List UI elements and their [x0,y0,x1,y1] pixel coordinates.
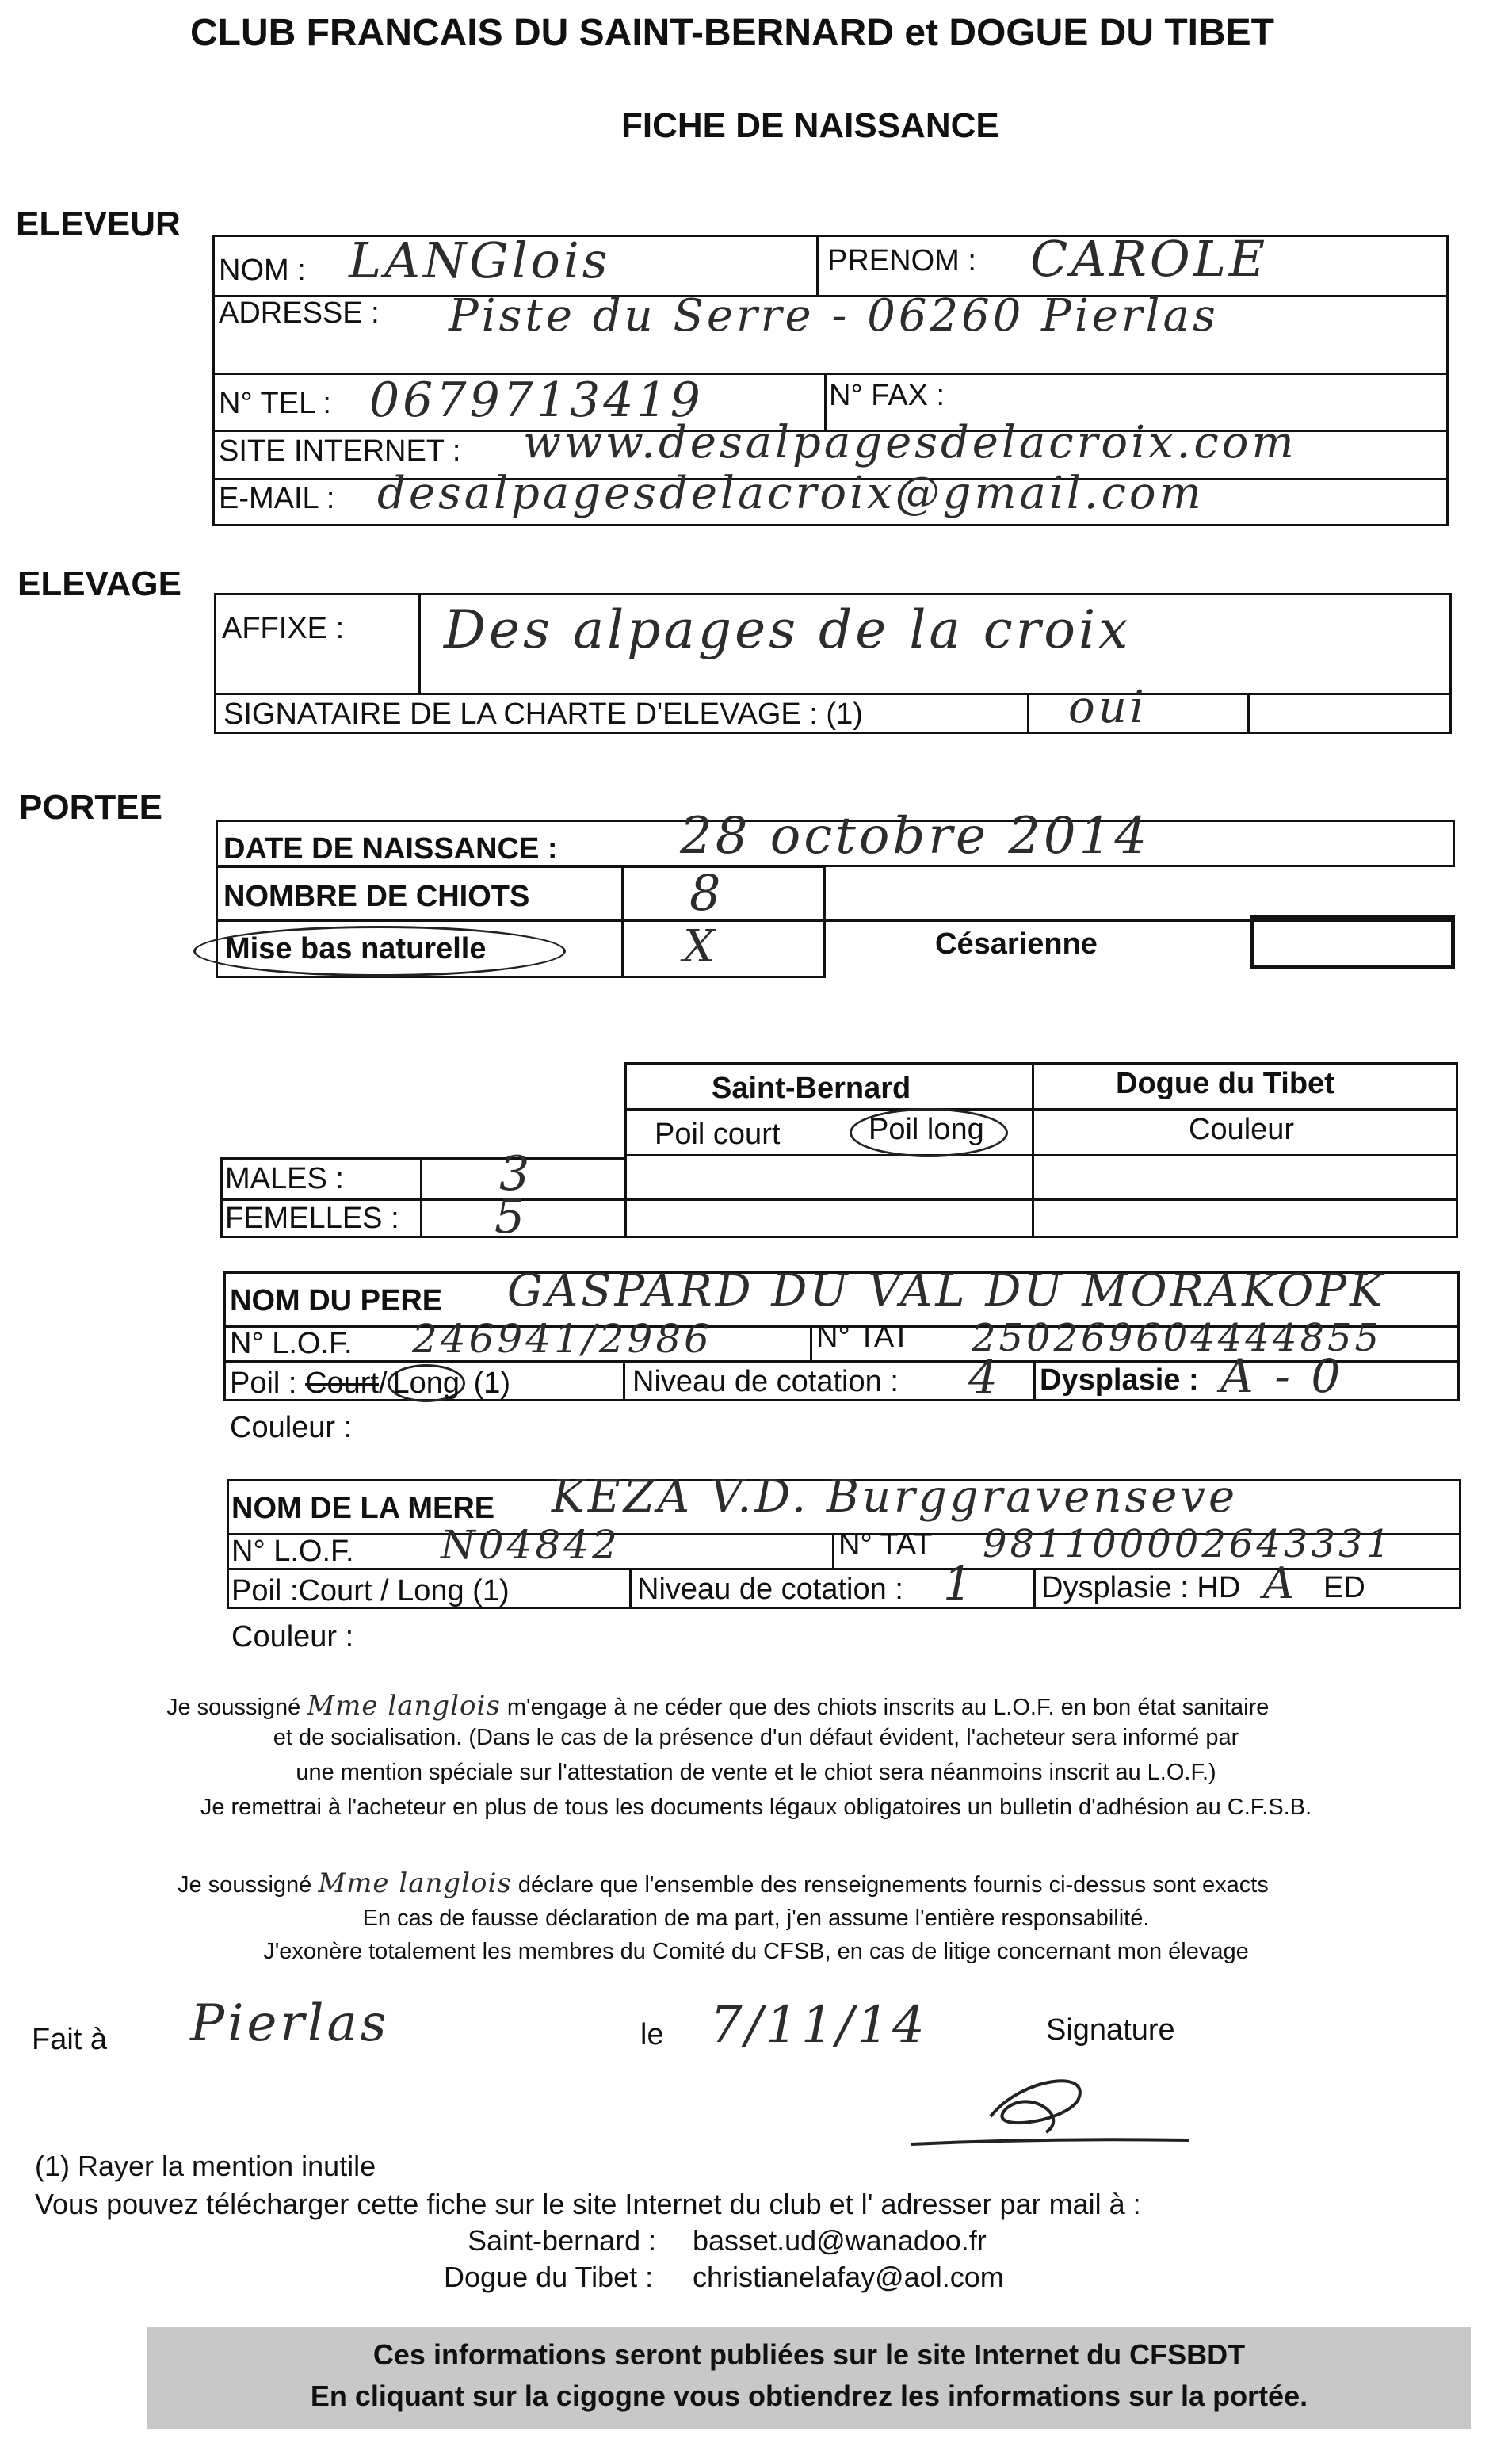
email-label: E-MAIL : [219,482,335,515]
dt-contact-label: Dogue du Tibet : [444,2261,654,2293]
mere-dysplasie-ed: ED [1323,1571,1365,1604]
charte-label: SIGNATAIRE DE LA CHARTE D'ELEVAGE : (1) [223,698,863,731]
nom-label: NOM : [219,254,306,287]
pere-poil-label [230,1367,510,1401]
pere-poil-sep: / [378,1367,388,1400]
mere-couleur-label: Couleur : [231,1620,354,1653]
pere-dysplasie-label: Dysplasie : [1040,1363,1199,1397]
pere-poil-note: (1) [473,1367,511,1400]
mere-poil-label: Poil :Court / Long (1) [231,1574,510,1608]
engagement-line-1-b: m'engage à ne céder que des chiots inscrits au L.O.F. en bon état sanitaire [506,1695,1270,1720]
pere-lof-label: N° L.O.F. [230,1327,353,1360]
mere-dysplasie-value: A [1263,1558,1297,1608]
femelles-label: FEMELLES : [225,1202,399,1235]
email-value: desalpagesdelacroix@gmail.com [377,468,1205,519]
pere-nom-value: GASPARD DU VAL DU MORAKOPK [507,1265,1386,1317]
poil-court-header: Poil court [655,1118,781,1151]
info-banner [147,2327,1471,2429]
pere-tat-label: N° TAT [816,1321,911,1354]
club-title: CLUB FRANCAIS DU SAINT-BERNARD et DOGUE DU TIBET [190,12,1274,54]
pere-lof-value: 246941/2986 [412,1316,712,1362]
mere-dysplasie-label: Dysplasie : HD [1041,1571,1241,1604]
engagement-line-3: une mention spéciale sur l'attestation de vente et le chiot sera néanmoins inscrit au L.O.F.) [296,1760,1216,1785]
affixe-label: AFFIXE : [222,612,345,645]
section-elevage: ELEVAGE [17,564,182,603]
pere-dysplasie-value: A - 0 [1220,1349,1344,1403]
site-value: www.desalpagesdelacroix.com [523,417,1297,468]
charte-value: oui [1068,682,1147,733]
males-label: MALES : [225,1162,344,1195]
pere-cotation-label: Niveau de cotation : [632,1365,899,1398]
tel-label: N° TEL : [219,387,331,420]
date-label: DATE DE NAISSANCE : [223,832,558,866]
section-portee: PORTEE [19,788,162,827]
engagement-line-5-name: Mme langlois [318,1867,512,1899]
femelles-value: 5 [494,1189,529,1244]
mise-bas-label: Mise bas naturelle [225,932,487,965]
prenom-label: PRENOM : [827,244,976,277]
engagement-line-4: Je remettrai à l'acheteur en plus de tous les documents légaux obligatoires un bulletin d'adhésion au C.F.S.B. [200,1795,1312,1820]
chiots-label: NOMBRE DE CHIOTS [223,880,530,913]
signature-label: Signature [1046,2013,1175,2047]
pere-tat-value: 250269604444855 [972,1316,1383,1360]
signature-mark [888,2045,1205,2164]
engagement-line-5-b: déclare que l'ensemble des renseignements fournis ci-dessus sont exacts [517,1872,1269,1898]
engagement-line-1 [166,1690,1269,1722]
tel-value: 0679713419 [369,373,704,428]
le-label: le [640,2018,664,2051]
adresse-value: Piste du Serre - 06260 Pierlas [449,290,1219,342]
mise-bas-check: X [683,921,718,973]
engagement-line-1-name: Mme langlois [307,1690,501,1722]
affixe-value: Des alpages de la croix [444,599,1132,660]
form-title: FICHE DE NAISSANCE [621,106,999,145]
banner-line-1: Ces informations seront publiées sur le site Internet du CFSBDT [372,2338,1246,2371]
section-eleveur: ELEVEUR [16,205,181,243]
couleur-header: Couleur [1189,1113,1295,1146]
date-value: 28 octobre 2014 [680,807,1151,866]
mere-lof-label: N° L.O.F. [231,1535,354,1568]
download-text: Vous pouvez télécharger cette fiche sur le site Internet du club et l' adresser par mail à : [35,2188,1141,2220]
fax-label: N° FAX : [829,379,945,412]
sb-contact-label: Saint-bernard : [468,2224,657,2257]
engagement-line-1-a: Je soussigné [166,1695,301,1720]
pere-poil-long: Long [388,1364,466,1402]
adresse-label: ADRESSE : [219,296,380,330]
mere-tat-label: N° TAT [838,1528,933,1562]
mere-lof-value: N04842 [441,1522,620,1568]
engagement-line-7: J'exonère totalement les membres du Comité du CFSB, en cas de litige concernant mon élevage [263,1939,1249,1964]
mere-tat-value: 981100002643331 [983,1522,1394,1566]
engagement-line-5-a: Je soussigné [178,1872,312,1898]
mere-nom-label: NOM DE LA MERE [231,1492,495,1525]
pere-couleur-label: Couleur : [230,1411,353,1444]
dt-contact-email[interactable]: christianelafay@aol.com [693,2261,1004,2293]
fait-value: Pierlas [190,1994,390,2053]
pere-poil-court: Court [305,1367,379,1400]
engagement-line-2: et de socialisation. (Dans le cas de la présence d'un défaut évident, l'acheteur sera informé par [273,1725,1239,1750]
site-label: SITE INTERNET : [219,434,461,468]
banner-line-2: En cliquant sur la cigogne vous obtiendrez les informations sur la portée. [310,2380,1308,2412]
poil-long-header: Poil long [869,1113,984,1146]
pere-cotation-value: 4 [968,1351,1001,1405]
nom-value: LANGlois [349,231,611,289]
pere-poil-text: Poil : [230,1367,297,1400]
le-value: 7/11/14 [710,1996,928,2055]
cesarienne-label: Césarienne [935,927,1098,961]
sb-header: Saint-Bernard [712,1072,911,1105]
engagement-line-5 [178,1867,1269,1899]
mere-cotation-value: 1 [943,1557,976,1611]
footnote: (1) Rayer la mention inutile [35,2150,376,2182]
engagement-line-6: En cas de fausse déclaration de ma part, j'en assume l'entière responsabilité. [362,1906,1150,1931]
fait-label: Fait à [32,2023,108,2056]
pere-nom-label: NOM DU PERE [230,1284,443,1317]
chiots-value: 8 [689,864,724,922]
males-value: 3 [499,1146,533,1202]
dt-header: Dogue du Tibet [1116,1067,1334,1100]
sb-contact-email[interactable]: basset.ud@wanadoo.fr [693,2224,987,2257]
prenom-value: CAROLE [1030,230,1269,288]
mere-nom-value: KEZA V.D. Burggravenseve [552,1471,1239,1523]
mere-cotation-label: Niveau de cotation : [637,1573,903,1606]
